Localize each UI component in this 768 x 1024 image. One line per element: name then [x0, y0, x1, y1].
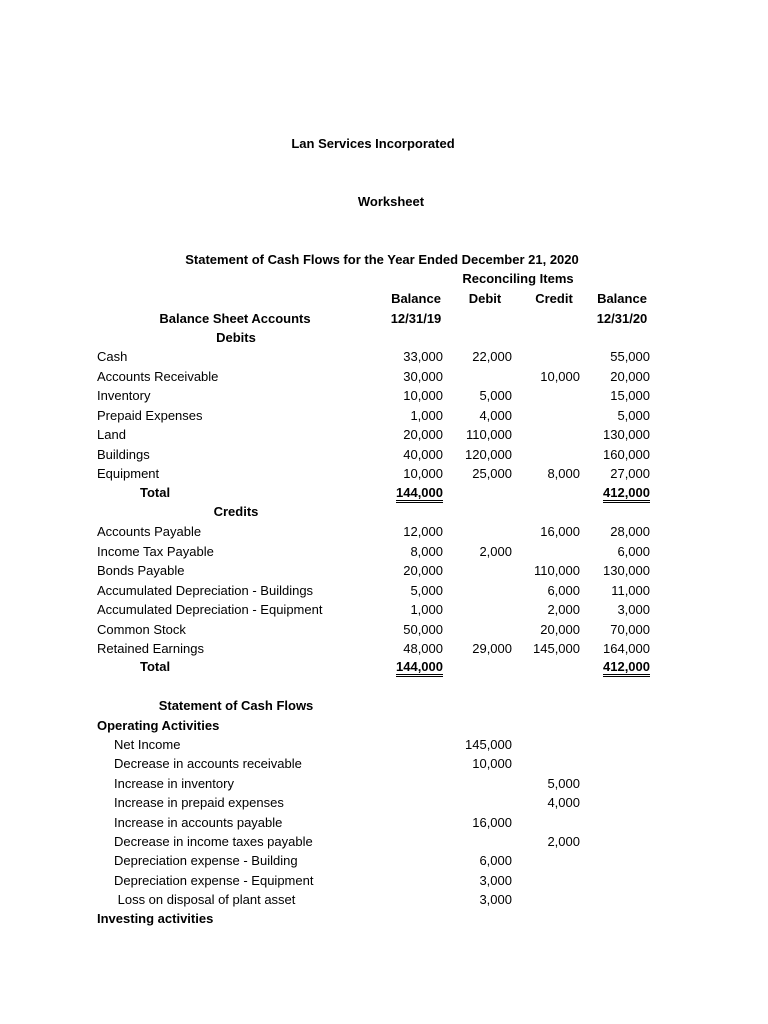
table-row [0, 427, 768, 446]
balance-2020-cell: 5,000 [617, 407, 650, 423]
account-label: Bonds Payable [97, 563, 185, 578]
balance-2020-cell: 70,000 [610, 621, 650, 637]
credits-heading: Credits [213, 504, 259, 519]
list-item [0, 737, 768, 756]
operating-activities-heading: Operating Activities [97, 718, 220, 733]
debit-header: Debit [468, 291, 502, 306]
credit-cell: 145,000 [533, 641, 580, 656]
table-row [0, 641, 768, 660]
balance-2020-cell: 20,000 [610, 368, 650, 384]
cash-flow-debit: 10,000 [472, 756, 512, 772]
credit-cell: 2,000 [547, 602, 580, 617]
balance-2020-cell: 27,000 [610, 466, 650, 481]
debits-total-label: Total [140, 485, 171, 500]
cash-flow-label: Increase in prepaid expenses [114, 795, 284, 811]
investing-activities-heading: Investing activities [97, 911, 214, 926]
list-item [0, 795, 768, 814]
balance-2020-header: Balance [597, 291, 647, 306]
list-item [0, 853, 768, 872]
company-name: Lan Services Incorporated [291, 136, 455, 151]
account-label: Accumulated Depreciation - Buildings [97, 582, 314, 598]
account-label: Buildings [97, 446, 150, 462]
cash-flow-label: Net Income [114, 737, 181, 752]
account-label: Inventory [97, 388, 151, 403]
account-label: Equipment [97, 466, 160, 481]
balance-2019-cell: 12,000 [403, 524, 443, 539]
table-row [0, 349, 768, 368]
list-item [0, 815, 768, 834]
cash-flow-debit: 3,000 [479, 872, 512, 888]
cash-flow-credit: 4,000 [547, 795, 580, 811]
cash-flow-label: Increase in accounts payable [114, 814, 283, 830]
balance-2020-cell: 164,000 [603, 641, 650, 656]
table-row [0, 563, 768, 582]
account-label: Cash [97, 349, 128, 364]
credit-cell: 10,000 [540, 368, 580, 384]
statement-title: Statement of Cash Flows for the Year Ended December 21, 2020 [185, 252, 579, 267]
debit-cell: 25,000 [472, 466, 512, 481]
credits-total-2020: 412,000 [603, 659, 650, 677]
balance-2020-cell: 3,000 [617, 602, 650, 617]
debits-total-row [0, 485, 768, 504]
table-row [0, 388, 768, 407]
debit-cell: 22,000 [472, 349, 512, 364]
balance-2020-cell: 28,000 [610, 524, 650, 539]
debit-cell: 2,000 [479, 543, 512, 559]
balance-2019-cell: 10,000 [403, 388, 443, 403]
credit-cell: 8,000 [547, 466, 580, 481]
cash-flow-debit: 6,000 [479, 853, 512, 869]
cash-flow-debit: 3,000 [479, 892, 512, 908]
credit-cell: 110,000 [533, 563, 580, 578]
account-label: Accounts Payable [97, 524, 202, 539]
balance-2020-cell: 130,000 [603, 563, 650, 578]
list-item [0, 892, 768, 911]
table-row [0, 466, 768, 485]
balance-2019-cell: 8,000 [410, 543, 443, 559]
balance-2020-cell: 160,000 [603, 446, 650, 462]
table-row [0, 622, 768, 641]
balance-2020-cell: 6,000 [617, 543, 650, 559]
cash-flows-heading: Statement of Cash Flows [158, 698, 314, 713]
debit-cell: 4,000 [479, 407, 512, 423]
account-label: Retained Earnings [97, 641, 204, 656]
balance-2019-cell: 20,000 [403, 563, 443, 578]
balance-2020-cell: 130,000 [603, 427, 650, 442]
table-row [0, 524, 768, 543]
cash-flow-label: Depreciation expense - Equipment [114, 872, 314, 888]
account-label: Prepaid Expenses [97, 407, 203, 423]
list-item [0, 756, 768, 775]
date-2020-header: 12/31/20 [596, 311, 648, 326]
debit-cell: 110,000 [465, 427, 512, 442]
list-item [0, 776, 768, 795]
balance-2019-cell: 48,000 [403, 641, 443, 656]
balance-2020-cell: 11,000 [611, 582, 650, 598]
balance-2019-cell: 50,000 [403, 621, 443, 637]
credit-header: Credit [535, 291, 573, 306]
debit-cell: 5,000 [479, 388, 512, 403]
cash-flow-label: Loss on disposal of plant asset [114, 892, 296, 908]
credit-cell: 16,000 [540, 524, 580, 539]
account-label: Common Stock [97, 621, 186, 637]
credits-total-row [0, 659, 768, 678]
account-label: Accumulated Depreciation - Equipment [97, 602, 323, 617]
table-row [0, 447, 768, 466]
cash-flow-credit: 2,000 [547, 834, 580, 849]
account-label: Land [97, 427, 126, 442]
cash-flow-label: Decrease in accounts receivable [114, 756, 302, 772]
list-item [0, 873, 768, 892]
balance-2019-cell: 10,000 [403, 466, 443, 481]
cash-flow-label: Increase in inventory [114, 775, 234, 791]
account-label: Accounts Receivable [97, 368, 219, 384]
credit-cell: 20,000 [540, 621, 580, 637]
balance-2020-cell: 15,000 [610, 388, 650, 403]
debits-heading: Debits [216, 330, 256, 345]
debit-cell: 120,000 [465, 446, 512, 462]
debit-cell: 29,000 [472, 641, 512, 656]
account-label: Income Tax Payable [97, 543, 214, 559]
balance-2020-cell: 55,000 [610, 349, 650, 364]
cash-flow-credit: 5,000 [547, 775, 580, 791]
balance-2019-header: Balance [391, 291, 441, 306]
table-row [0, 583, 768, 602]
credits-total-label: Total [140, 659, 171, 674]
balance-sheet-accounts-header: Balance Sheet Accounts [159, 311, 311, 326]
balance-2019-cell: 5,000 [410, 582, 443, 598]
table-row [0, 544, 768, 563]
credits-total-2019: 144,000 [396, 659, 443, 677]
table-row [0, 369, 768, 388]
balance-2019-cell: 1,000 [410, 602, 443, 617]
cash-flow-debit: 16,000 [472, 814, 512, 830]
cash-flow-label: Decrease in income taxes payable [114, 834, 313, 849]
cash-flow-label: Depreciation expense - Building [114, 853, 298, 869]
debits-total-2019: 144,000 [396, 485, 443, 503]
list-item [0, 834, 768, 853]
table-row [0, 408, 768, 427]
balance-2019-cell: 30,000 [403, 368, 443, 384]
table-row [0, 602, 768, 621]
balance-2019-cell: 40,000 [403, 446, 443, 462]
date-2019-header: 12/31/19 [390, 311, 442, 326]
cash-flow-debit: 145,000 [465, 737, 512, 752]
debits-total-2020: 412,000 [603, 485, 650, 503]
balance-2019-cell: 1,000 [410, 407, 443, 423]
document-type: Worksheet [357, 194, 425, 209]
balance-2019-cell: 33,000 [403, 349, 443, 364]
reconciling-items-header: Reconciling Items [462, 271, 574, 286]
credit-cell: 6,000 [547, 582, 580, 598]
balance-2019-cell: 20,000 [403, 427, 443, 442]
